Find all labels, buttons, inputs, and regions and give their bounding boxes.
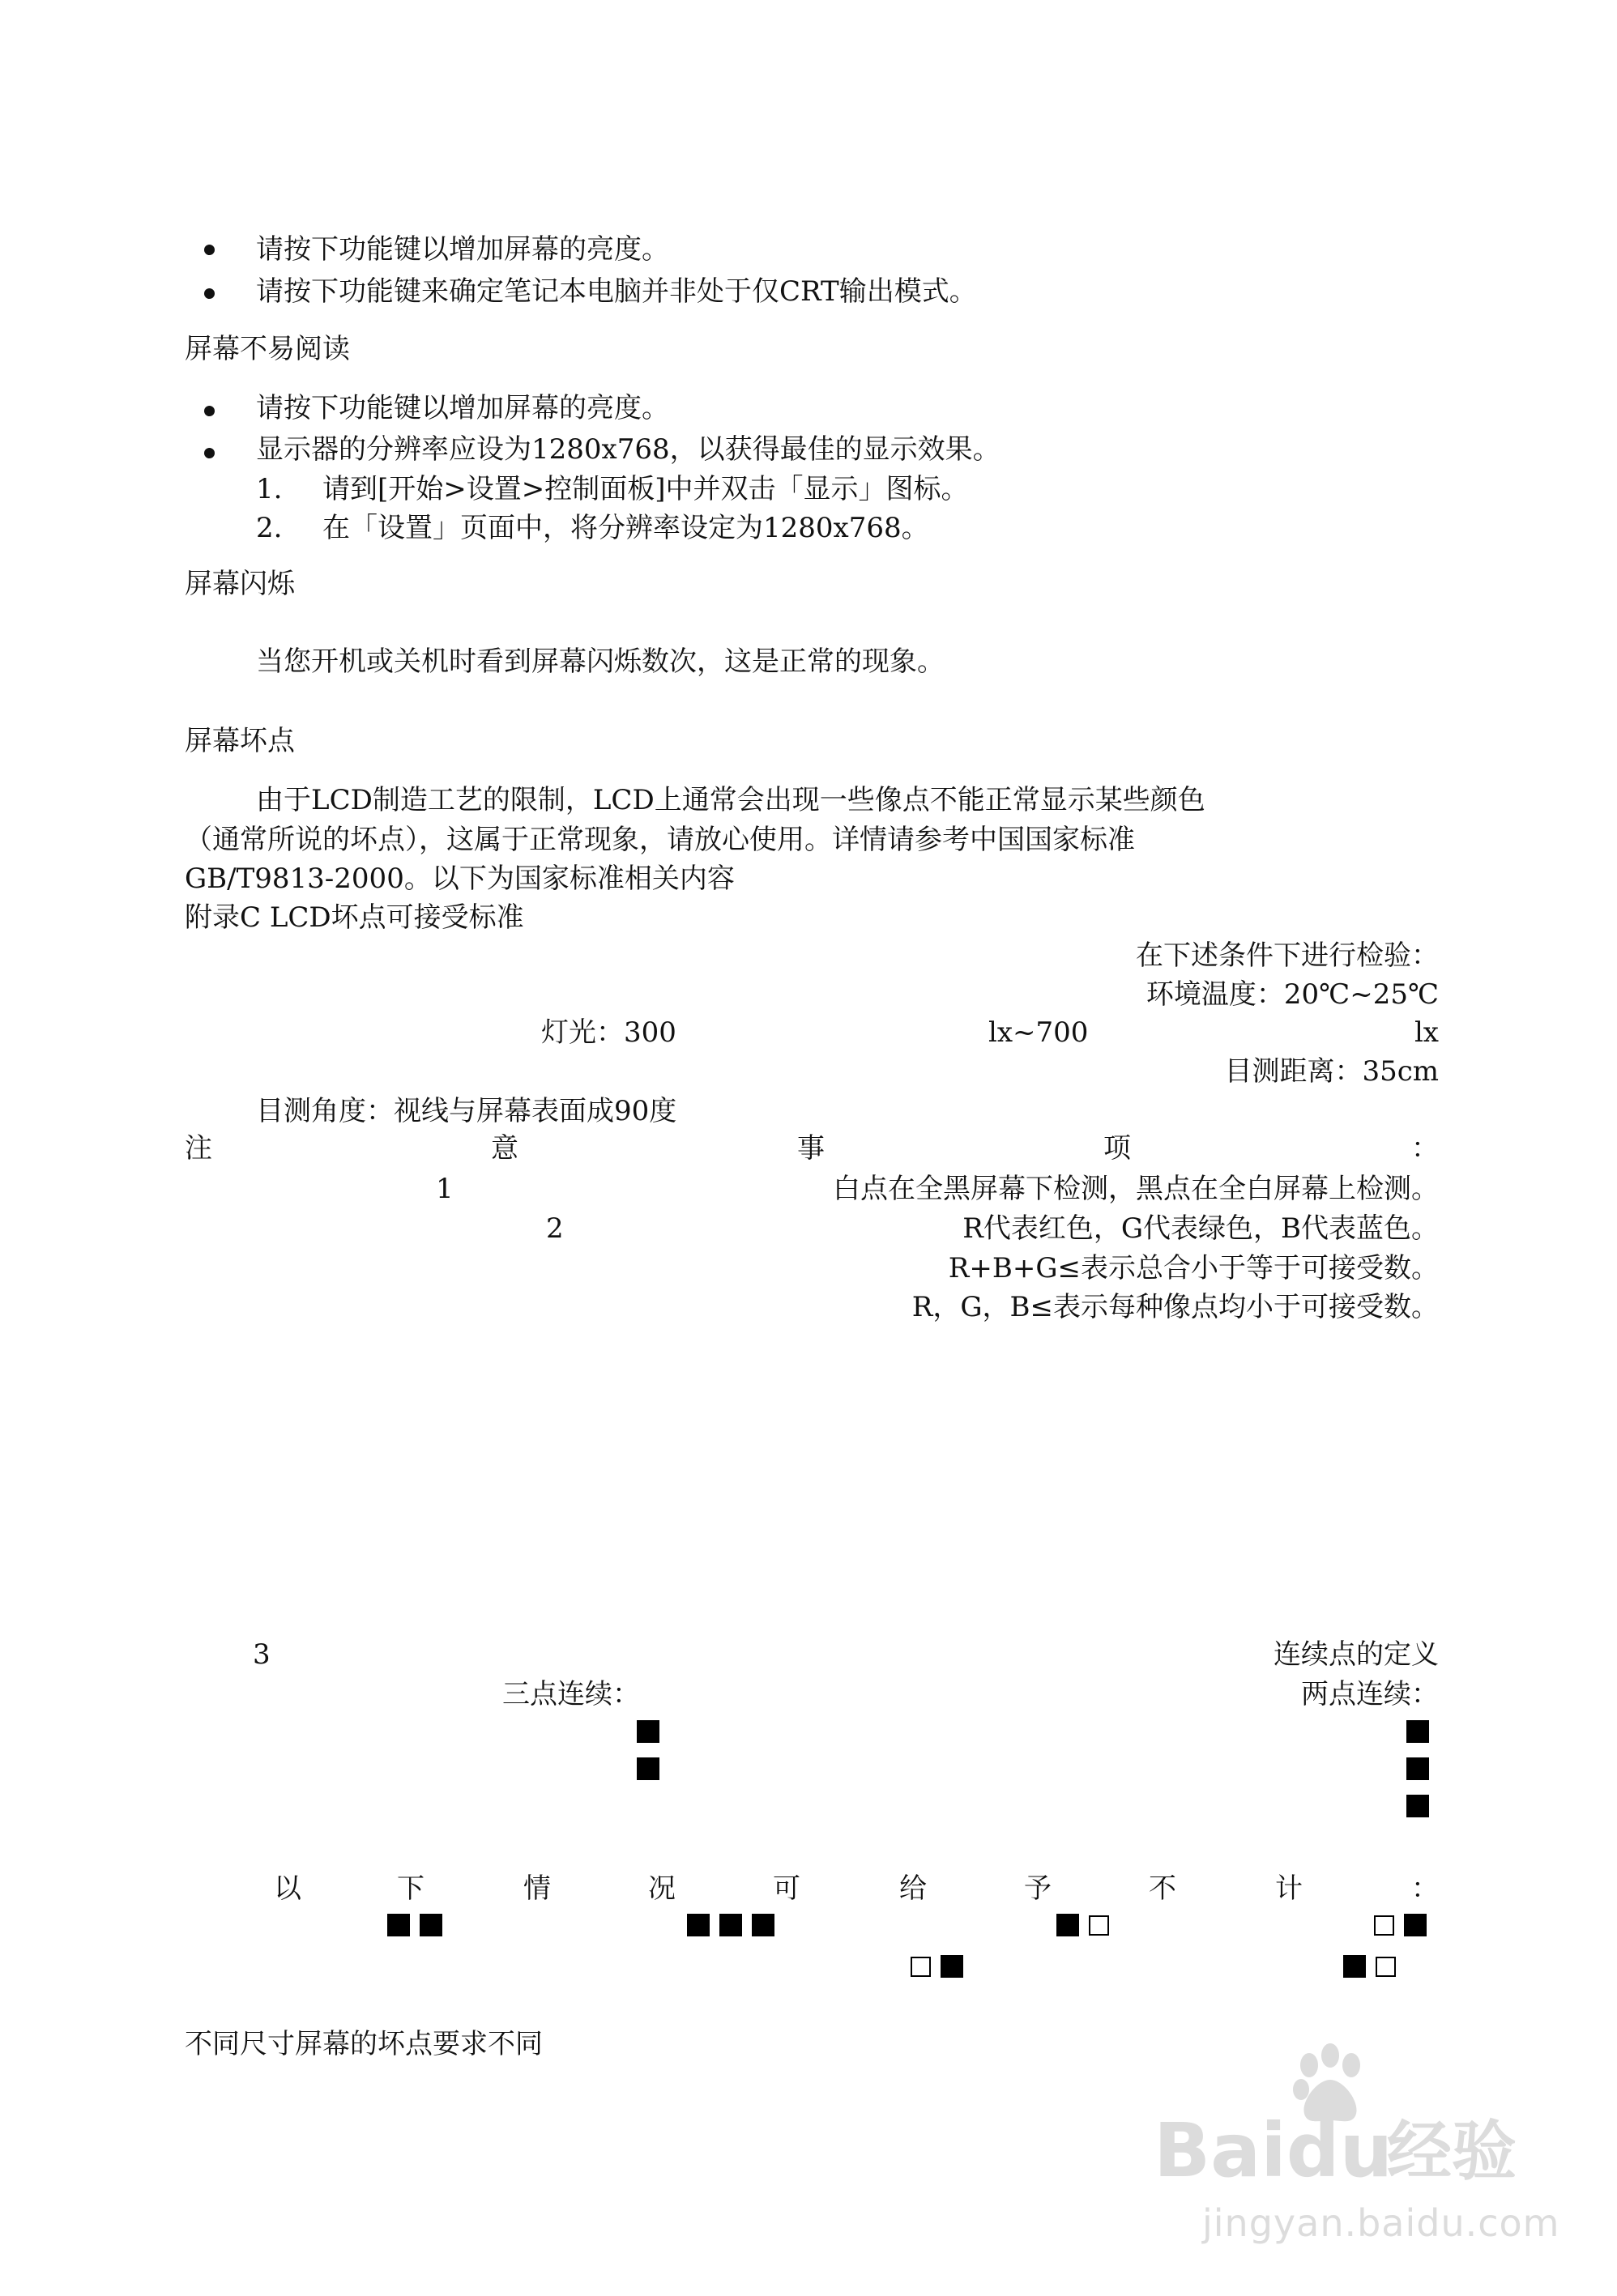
bullet-text: 请按下功能键以增加屏幕的亮度。 [256,392,669,424]
black-pixel-icon [1406,1720,1429,1743]
white-pixel-icon [911,1957,931,1977]
distance: 目测距离：35cm [1224,1055,1439,1088]
black-pixel-icon [637,1720,659,1743]
section-heading: 屏幕闪烁 [185,568,295,600]
black-pixel-icon [687,1914,710,1936]
bullet-text: 请按下功能键以增加屏幕的亮度。 [256,233,669,266]
black-pixel-icon [1343,1955,1366,1978]
temperature: 环境温度：20℃~25℃ [1146,978,1439,1011]
two-points-label: 两点连续： [1301,1678,1439,1710]
paragraph: 当您开机或关机时看到屏幕闪烁数次，这是正常的现象。 [256,645,945,678]
note-text: 白点在全黑屏幕下检测，黑点在全白屏幕上检测。 [833,1173,1439,1205]
pixel-group [687,1914,774,1936]
pixel-vertical-group [1406,1720,1429,1817]
three-points-label: 三点连续： [502,1678,640,1710]
ignore-char: 予 [1024,1872,1052,1905]
black-pixel-icon [1056,1914,1079,1936]
notes-char: 项 [1103,1132,1131,1165]
step-number: 1. [256,473,283,505]
light-label: 灯光：300 [541,1016,676,1049]
watermark-cn: 经验 [1387,2114,1517,2189]
notes-char: 意 [491,1132,518,1165]
note-text: R，G，B≤表示每种像点均小于可接受数。 [911,1291,1439,1323]
ignore-char: 计 [1275,1872,1303,1905]
black-pixel-icon [752,1914,774,1936]
pixel-group [1056,1914,1109,1936]
ignore-char: 给 [899,1872,927,1905]
note-number: 3 [253,1638,271,1671]
black-pixel-icon [637,1757,659,1780]
notes-char: 事 [797,1132,825,1165]
black-pixel-icon [387,1914,410,1936]
bullet-text: 请按下功能键来确定笔记本电脑并非处于仅CRT输出模式。 [256,275,977,308]
pixel-group [911,1955,963,1978]
watermark-url: jingyan.baidu.com [1202,2201,1560,2245]
section-heading: 屏幕不易阅读 [185,333,350,365]
section-heading: 不同尺寸屏幕的坏点要求不同 [185,2028,543,2060]
bullet-icon [204,406,215,416]
step-text: 在「设置」页面中，将分辨率设定为1280x768。 [322,512,929,544]
bullet-icon [204,245,215,255]
notes-char: ： [1411,1132,1439,1165]
ignore-char: 况 [648,1872,676,1905]
paragraph-line: GB/T9813-2000。以下为国家标准相关内容 [185,863,735,895]
paragraph-line: （通常所说的坏点），这属于正常现象，请放心使用。详情请参考中国国家标准 [185,824,1135,856]
ignore-char: 不 [1149,1872,1176,1905]
conditions-intro: 在下述条件下进行检验： [1136,939,1439,972]
black-pixel-icon [420,1914,442,1936]
pixel-vertical-group [637,1720,659,1780]
pixel-group [1343,1955,1396,1978]
ignore-char: 情 [523,1872,551,1905]
notes-char: 注 [185,1132,212,1165]
appendix-title: 附录C LCD坏点可接受标准 [185,901,524,934]
angle: 目测角度：视线与屏幕表面成90度 [256,1095,677,1127]
light-range: lx~700 [988,1016,1089,1049]
black-pixel-icon [1406,1757,1429,1780]
note-title: 连续点的定义 [1274,1638,1439,1671]
white-pixel-icon [1089,1915,1109,1936]
note-text: R+B+G≤表示总合小于等于可接受数。 [948,1252,1439,1284]
bullet-icon [204,448,215,458]
black-pixel-icon [1406,1795,1429,1817]
bullet-text: 显示器的分辨率应设为1280x768，以获得最佳的显示效果。 [256,433,1000,466]
note-number: 2 [546,1212,564,1245]
black-pixel-icon [719,1914,742,1936]
step-text: 请到[开始>设置>控制面板]中并双击「显示」图标。 [322,473,969,505]
ignore-char: 以 [274,1872,301,1905]
white-pixel-icon [1374,1915,1394,1936]
black-pixel-icon [1404,1914,1427,1936]
step-number: 2. [256,512,283,544]
section-heading: 屏幕坏点 [185,725,295,757]
pixel-group [387,1914,442,1936]
black-pixel-icon [941,1955,963,1978]
note-number: 1 [436,1173,454,1205]
paragraph-line: 由于LCD制造工艺的限制，LCD上通常会出现一些像点不能正常显示某些颜色 [256,784,1205,816]
ignore-char: ： [1411,1872,1439,1905]
white-pixel-icon [1376,1957,1396,1977]
ignore-char: 下 [397,1872,425,1905]
ignore-char: 可 [773,1872,800,1905]
bullet-icon [204,288,215,299]
note-text: R代表红色，G代表绿色，B代表蓝色。 [962,1212,1439,1245]
light-unit: lx [1414,1016,1439,1049]
watermark-brand: Baidu [1154,2107,1393,2194]
pixel-group [1374,1914,1427,1936]
